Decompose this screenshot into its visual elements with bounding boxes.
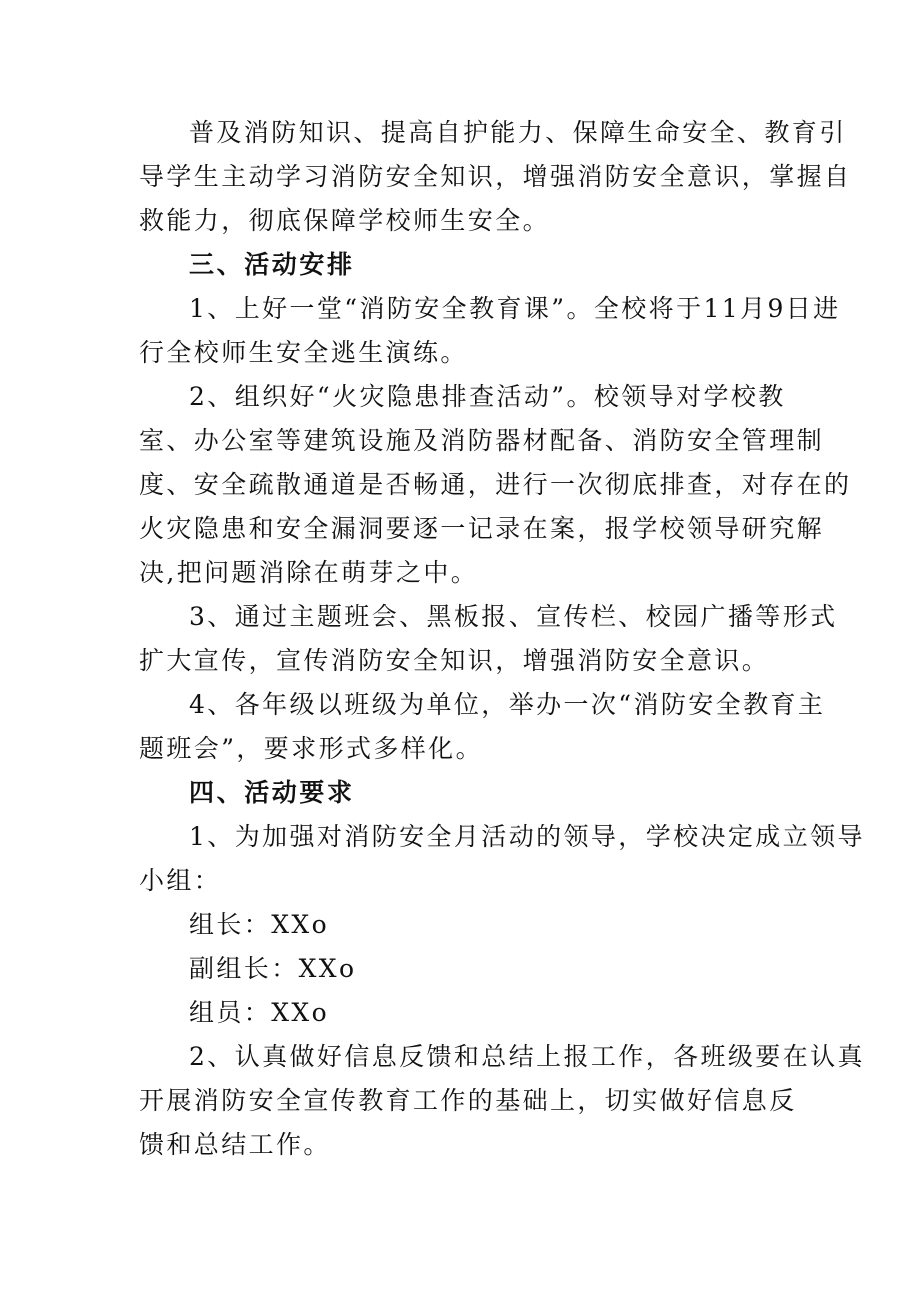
paragraph-1-line-2: 导学生主动学习消防安全知识，增强消防安全意识，掌握自 bbox=[139, 162, 852, 191]
paragraph-1-line-1: 普及消防知识、提高自护能力、保障生命安全、教育引 bbox=[189, 118, 847, 147]
group-leader-line: 组长：XXo bbox=[189, 910, 330, 939]
group-member-line: 组员：XXo bbox=[189, 998, 330, 1027]
requirement-1-line-2: 小组： bbox=[139, 866, 222, 895]
item-2-line-2: 室、办公室等建筑设施及消防器材配备、消防安全管理制 bbox=[139, 426, 825, 455]
item-2-line-3: 度、安全疏散通道是否畅通，进行一次彻底排查，对存在的 bbox=[139, 470, 852, 499]
section-3-heading: 三、活动安排 bbox=[189, 250, 355, 279]
requirement-1-line-1: 1、为加强对消防安全月活动的领导，学校决定成立领导 bbox=[189, 822, 865, 851]
requirement-2-line-3: 馈和总结工作。 bbox=[139, 1130, 331, 1159]
item-1-line-2: 行全校师生安全逃生演练。 bbox=[139, 338, 468, 367]
requirement-2-line-2: 开展消防安全宣传教育工作的基础上，切实做好信息反 bbox=[139, 1086, 797, 1115]
item-2-line-4: 火灾隐患和安全漏洞要逐一记录在案，报学校领导研究解 bbox=[139, 514, 825, 543]
item-2-line-1: 2、组织好“火灾隐患排查活动”。校领导对学校教 bbox=[189, 382, 786, 411]
item-3-line-1: 3、通过主题班会、黑板报、宣传栏、校园广播等形式 bbox=[189, 602, 838, 631]
deputy-leader-line: 副组长：XXo bbox=[189, 954, 357, 983]
paragraph-1-line-3: 救能力，彻底保障学校师生安全。 bbox=[139, 206, 551, 235]
item-4-line-2: 题班会”，要求形式多样化。 bbox=[139, 734, 483, 763]
section-4-heading: 四、活动要求 bbox=[189, 778, 355, 807]
requirement-2-line-1: 2、认真做好信息反馈和总结上报工作，各班级要在认真 bbox=[189, 1042, 865, 1071]
item-2-line-5: 决,把问题消除在萌芽之中。 bbox=[139, 558, 479, 587]
item-3-line-2: 扩大宣传，宣传消防安全知识，增强消防安全意识。 bbox=[139, 646, 770, 675]
item-1-line-1: 1、上好一堂“消防安全教育课”。全校将于11月9日进 bbox=[189, 294, 841, 323]
item-4-line-1: 4、各年级以班级为单位，举办一次“消防安全教育主 bbox=[189, 690, 826, 719]
